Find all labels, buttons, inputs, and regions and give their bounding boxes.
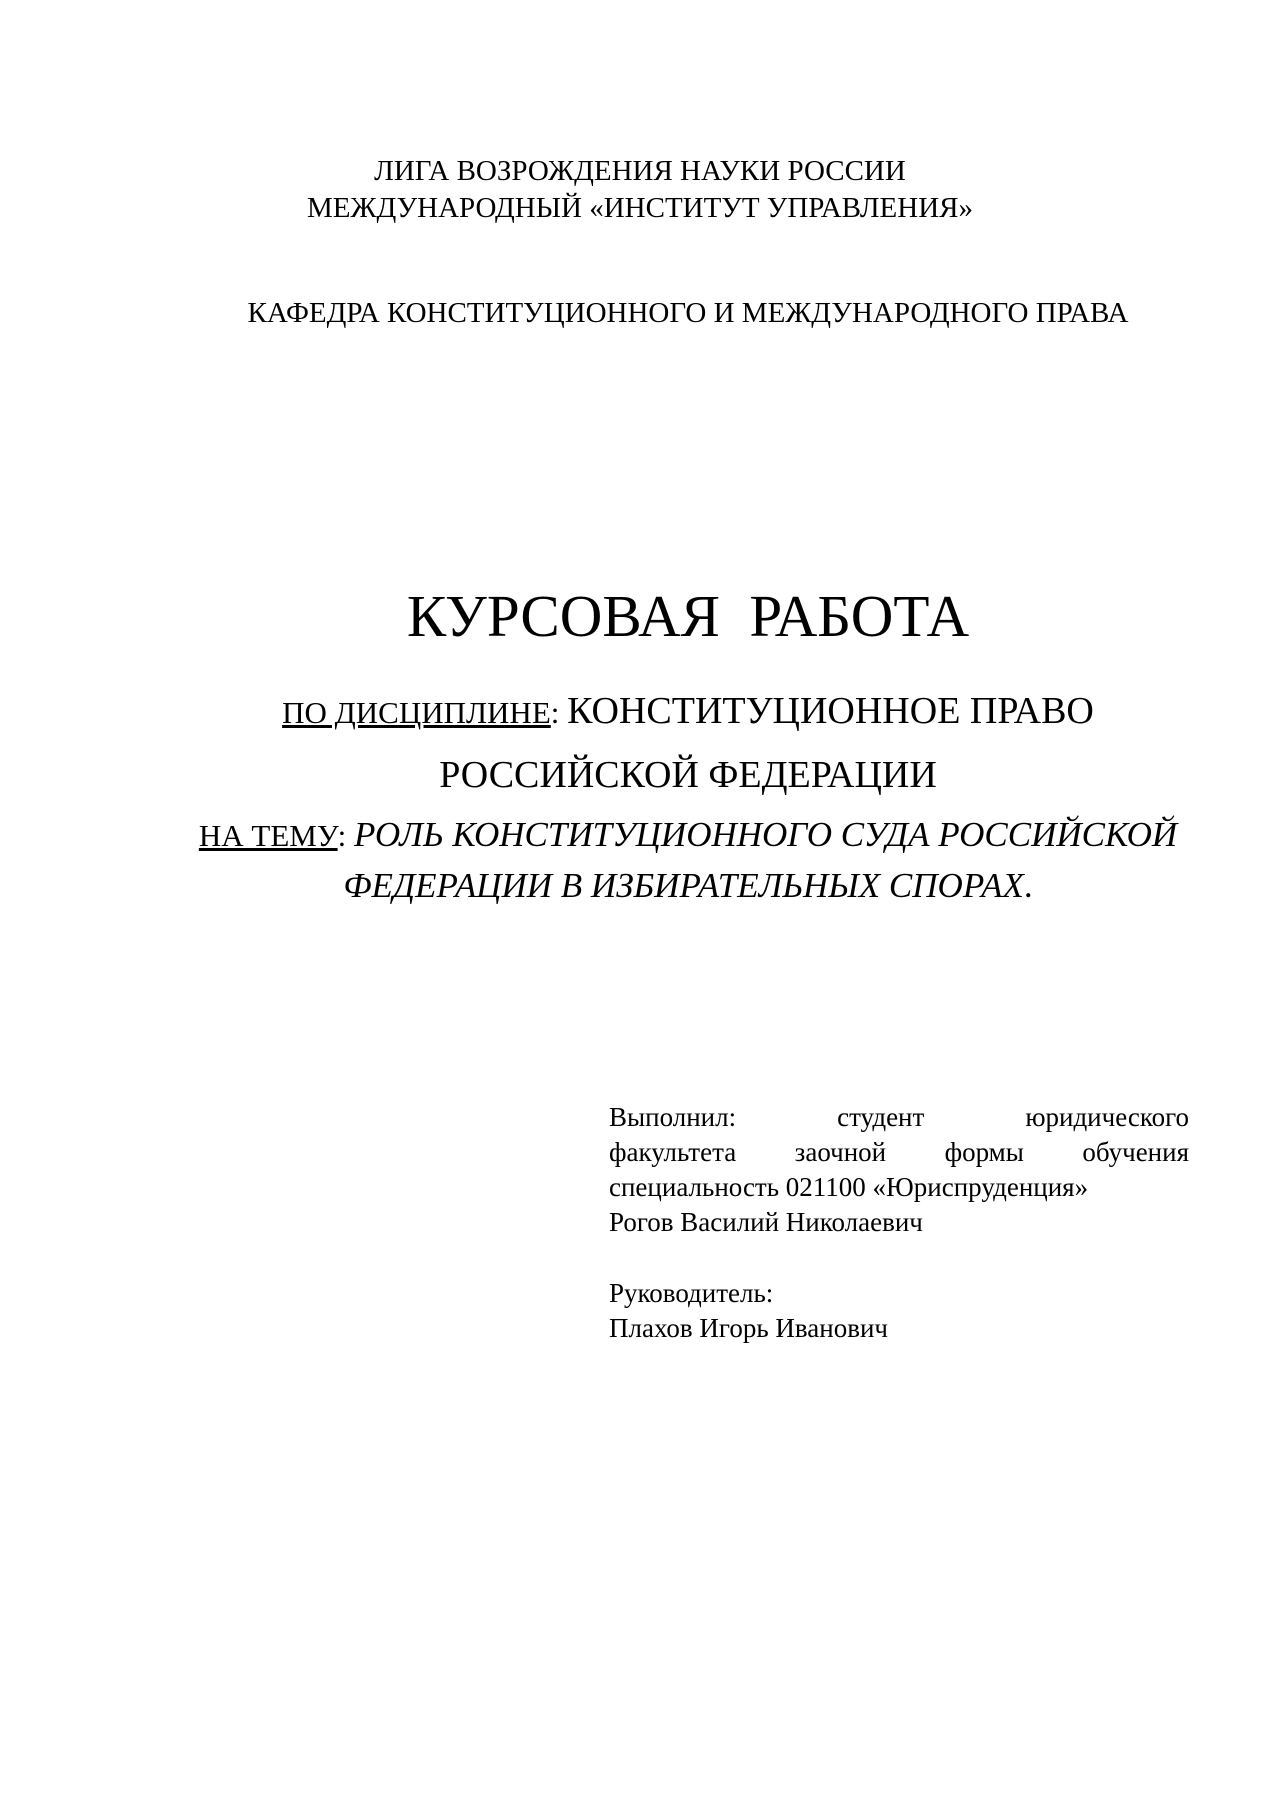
topic-colon: : [337,818,354,853]
organization-name: ЛИГА ВОЗРОЖДЕНИЯ НАУКИ РОССИИ [374,155,906,187]
discipline-value-line2: РОССИЙСКОЙ ФЕДЕРАЦИИ [439,754,937,796]
topic-end-punct: . [1023,866,1033,905]
supervisor-block [609,1276,1189,1346]
author-block [609,1100,1189,1240]
author-line1: Выполнил: студент юридического [609,1102,1189,1132]
author-line3: специальность 021100 «Юриспруденция» [609,1172,1089,1202]
supervisor-label: Руководитель: [609,1278,774,1308]
author-line2: факультета заочной формы обучения [609,1137,1189,1167]
supervisor-name: Плахов Игорь Иванович [609,1313,888,1343]
department-name: КАФЕДРА КОНСТИТУЦИОННОГО И МЕЖДУНАРОДНОГО ПРАВА [247,297,1129,329]
discipline-value-line1: КОНСТИТУЦИОННОЕ ПРАВО [567,690,1094,732]
topic-value-line2: ФЕДЕРАЦИИ В ИЗБИРАТЕЛЬНЫХ СПОРАХ [343,866,1024,905]
topic-label: НА ТЕМУ [198,818,338,853]
institute-name: МЕЖДУНАРОДНЫЙ «ИНСТИТУТ УПРАВЛЕНИЯ» [306,192,973,224]
discipline-colon: : [550,695,568,730]
document-title: КУРСОВАЯ РАБОТА [406,583,970,649]
discipline-block [0,683,1280,811]
topic-value-line1: РОЛЬ КОНСТИТУЦИОННОГО СУДА РОССИЙСКОЙ [353,815,1178,854]
discipline-label: ПО ДИСЦИПЛИНЕ [282,695,551,730]
author-name: Рогов Василий Николаевич [609,1207,923,1237]
topic-block [0,813,1280,915]
